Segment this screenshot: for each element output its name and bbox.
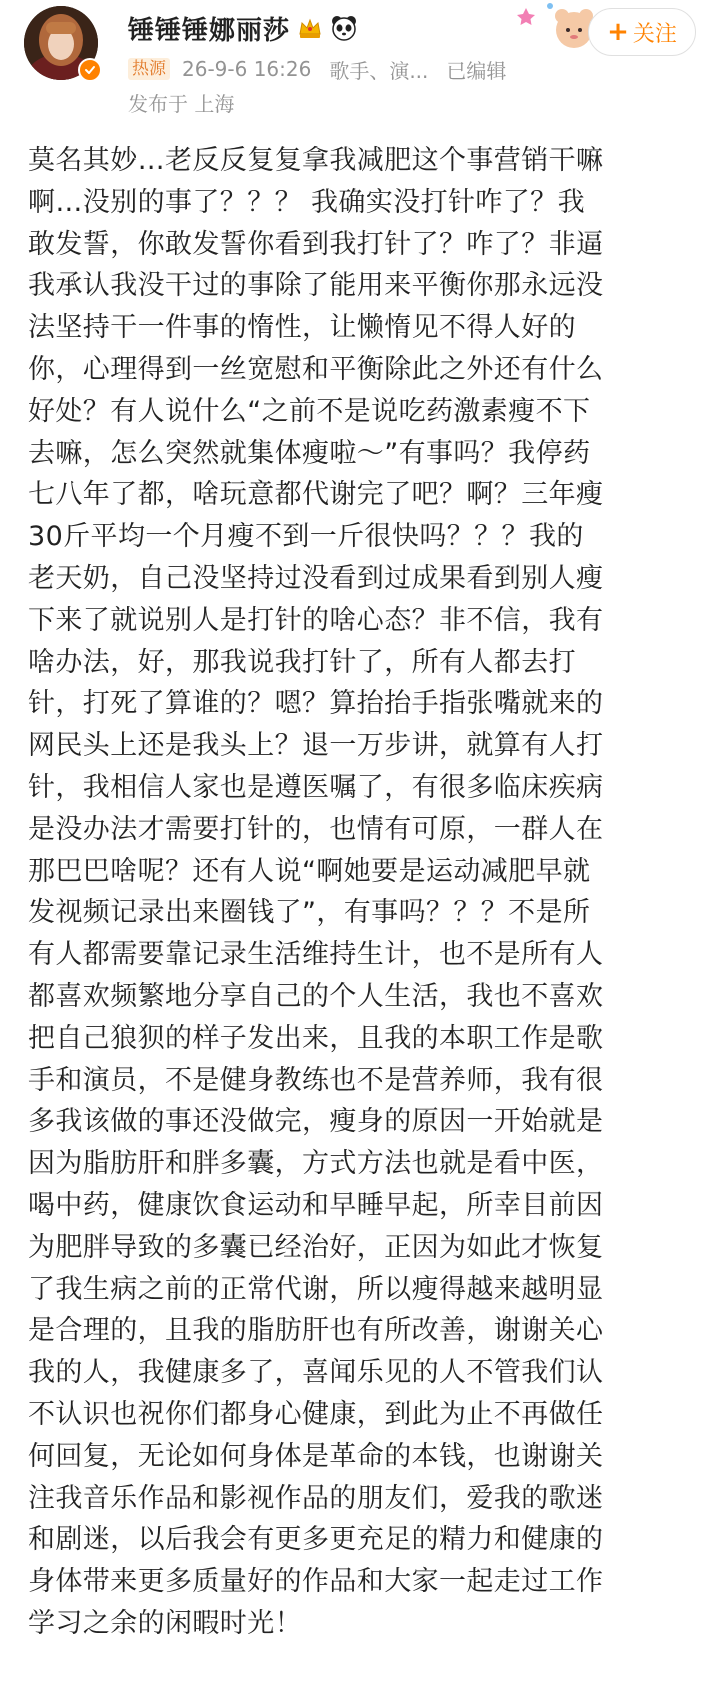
author-row	[128, 10, 358, 46]
verified-badge-icon	[78, 58, 102, 82]
post-text-line: 30斤平均一个月瘦不到一斤很快吗？？？我的	[28, 521, 584, 553]
hot-badge[interactable]: 热源	[128, 58, 170, 80]
post-text-line: 法坚持干一件事的惰性，让懒惰见不得人好的	[28, 312, 576, 344]
post-text-line: 都喜欢频繁地分享自己的个人生活，我也不喜欢	[28, 980, 604, 1012]
post-text-line: 啥办法，好，那我说我打针了，所有人都去打	[28, 646, 576, 678]
plus-icon: +	[607, 17, 629, 47]
post-text-line: 为肥胖导致的多囊已经治好，正因为如此才恢复	[28, 1231, 604, 1263]
post-text-line: 注我音乐作品和影视作品的朋友们，爱我的歌迷	[28, 1482, 604, 1514]
post-text-line: 你，心理得到一丝宽慰和平衡除此之外还有什么	[28, 353, 604, 385]
post-meta	[128, 56, 506, 82]
post-text-line: 是没办法才需要打针的，也情有可原，一群人在	[28, 813, 604, 845]
post-text-line: 七八年了都，啥玩意都代谢完了吧？啊？三年瘦	[28, 479, 604, 511]
crown-icon	[296, 14, 324, 42]
author-name[interactable]: 锤锤锤娜丽莎	[128, 15, 291, 46]
post-text-line: 把自己狼狈的样子发出来，且我的本职工作是歌	[28, 1022, 604, 1054]
post-text-line: 何回复，无论如何身体是革命的本钱，也谢谢关	[28, 1440, 604, 1472]
post-text-line: 我承认我没干过的事除了能用来平衡你那永远没	[28, 270, 604, 302]
post-text-line: 网民头上还是我头上？退一万步讲，就算有人打	[28, 730, 604, 762]
post-text-line: 啊…没别的事了？？？ 我确实没打针咋了？我	[28, 186, 585, 218]
post-text-line: 莫名其妙…老反反复复拿我减肥这个事营销干嘛	[28, 145, 604, 176]
follow-button[interactable]	[588, 8, 696, 56]
post-text-line: 针，打死了算谁的？嗯？算抬抬手指张嘴就来的	[28, 688, 604, 720]
post-text-line: 手和演员，不是健身教练也不是营养师，我有很	[28, 1064, 604, 1096]
post-text-line: 老天奶，自己没坚持过没看到过成果看到别人瘦	[28, 562, 604, 594]
post-text-line: 下来了就说别人是打针的啥心态？非不信，我有	[28, 604, 604, 636]
post-text-line: 好处？有人说什么“之前不是说吃药激素瘦不下	[28, 395, 591, 427]
post-text-line: 那巴巴啥呢？还有人说“啊她要是运动减肥早就	[28, 855, 591, 887]
post-text-line: 因为脂肪肝和胖多囊，方式方法也就是看中医，	[28, 1148, 604, 1180]
post-text-line: 和剧迷，以后我会有更多更充足的精力和健康的	[28, 1524, 604, 1556]
avatar[interactable]	[24, 6, 106, 88]
post-text-line: 学习之余的闲暇时光！	[28, 1607, 302, 1639]
edited-label[interactable]: 已编辑	[446, 58, 507, 83]
post-text-line: 敢发誓，你敢发誓你看到我打针了？咋了？非逼	[28, 228, 604, 260]
post-header	[0, 0, 720, 120]
post-text-line: 是合理的，且我的脂肪肝也有所改善，谢谢关心	[28, 1315, 604, 1347]
post-location: 发布于 上海	[128, 92, 235, 116]
post-text-line: 身体带来更多质量好的作品和大家一起走过工作	[28, 1566, 604, 1598]
follow-label: 关注	[632, 21, 677, 47]
post-text-line: 不认识也祝你们都身心健康，到此为止不再做任	[28, 1398, 604, 1430]
post-text-line: 去嘛，怎么突然就集体瘦啦～”有事吗？我停药	[28, 437, 591, 469]
post-text	[28, 140, 694, 1645]
panda-icon	[330, 14, 358, 42]
post-text-line: 多我该做的事还没做完，瘦身的原因一开始就是	[28, 1106, 604, 1138]
post-text-line: 有人都需要靠记录生活维持生计，也不是所有人	[28, 939, 604, 971]
post-text-line: 发视频记录出来圈钱了”，有事吗？？？不是所	[28, 897, 591, 929]
post-text-line: 了我生病之前的正常代谢，所以瘦得越来越明显	[28, 1273, 604, 1305]
post-timestamp: 26-9-6 16:26	[182, 57, 312, 81]
author-tags[interactable]: 歌手、演...	[329, 58, 429, 83]
post-text-line: 我的人，我健康多了，喜闻乐见的人不管我们认	[28, 1357, 604, 1389]
post-text-line: 喝中药，健康饮食运动和早睡早起，所幸目前因	[28, 1189, 604, 1221]
post-text-line: 针，我相信人家也是遵医嘱了，有很多临床疾病	[28, 771, 604, 803]
